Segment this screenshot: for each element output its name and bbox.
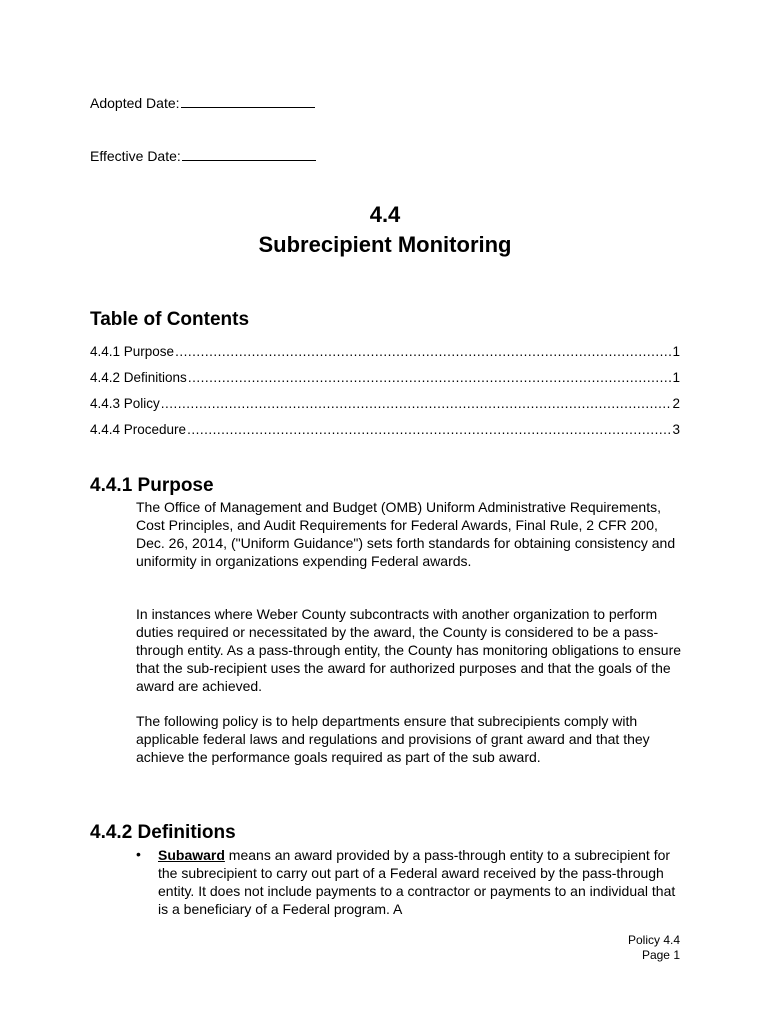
purpose-paragraph: The Office of Management and Budget (OMB) Uniform Administrative Requirements, Cost Principles, and Audit Requirements for Federal Awards, Final Rule, 2 CFR 200, Dec. 26, 2014, ("Uniform Guidance") sets forth standards for obtaining consistency and uniformity in organizations expending Federal awards. <box>136 499 676 569</box>
toc-entry-page: 3 <box>672 422 680 437</box>
definition-text: means an award provided by a pass-through entity to a subrecipient for the subrecipient to carry out part of a Federal award received by the pass-through entity. It does not include payments to a contractor or payments to an individual that is a beneficiary of a Federal program. A <box>158 847 676 917</box>
toc-leader-dots <box>175 344 671 359</box>
toc-leader-dots <box>187 422 671 437</box>
toc-entry-label: 4.4.4 Procedure <box>90 422 187 437</box>
definition-term: Subaward <box>158 847 225 863</box>
adopted-date-label: Adopted Date: <box>90 95 180 111</box>
toc-entry[interactable] <box>90 422 680 440</box>
effective-date-field <box>90 147 316 164</box>
toc-leader-dots <box>188 370 672 385</box>
policy-title: Subrecipient Monitoring <box>258 232 512 257</box>
adopted-date-field <box>90 94 315 111</box>
toc-entry[interactable] <box>90 370 680 388</box>
effective-date-label: Effective Date: <box>90 148 181 164</box>
bullet-icon: • <box>136 846 141 862</box>
toc-entry-label: 4.4.1 Purpose <box>90 344 175 359</box>
policy-number: 4.4 <box>369 202 401 227</box>
toc-entry[interactable] <box>90 344 680 362</box>
purpose-paragraph: The following policy is to help departments ensure that subrecipients comply with applicable federal laws and regulations and provisions of grant award and that they achieve the performance goals required as part of the sub award. <box>136 713 650 765</box>
effective-date-blank-line <box>182 147 316 161</box>
toc-entry-page: 2 <box>672 396 680 411</box>
toc-entry-page: 1 <box>672 370 680 385</box>
purpose-heading: 4.4.1 Purpose <box>90 475 214 496</box>
adopted-date-blank-line <box>181 94 315 108</box>
toc-heading: Table of Contents <box>90 309 250 330</box>
toc-leader-dots <box>161 396 672 411</box>
footer-page-number: Page 1 <box>641 948 680 962</box>
definition-item <box>158 846 688 918</box>
toc-entry-page: 1 <box>672 344 680 359</box>
toc-entry-label: 4.4.2 Definitions <box>90 370 187 385</box>
footer-policy: Policy 4.4 <box>627 933 680 947</box>
toc-entry-label: 4.4.3 Policy <box>90 396 160 411</box>
definitions-heading: 4.4.2 Definitions <box>90 822 236 843</box>
toc-entry[interactable] <box>90 396 680 414</box>
purpose-paragraph: In instances where Weber County subcontracts with another organization to perform duties required or necessitated by the award, the County is considered to be a pass-through entity. As a pass-through entity, the County has monitoring obligations to ensure that the sub-recipient uses the award for authorized purposes and that the goals of the award are achieved. <box>136 606 682 694</box>
